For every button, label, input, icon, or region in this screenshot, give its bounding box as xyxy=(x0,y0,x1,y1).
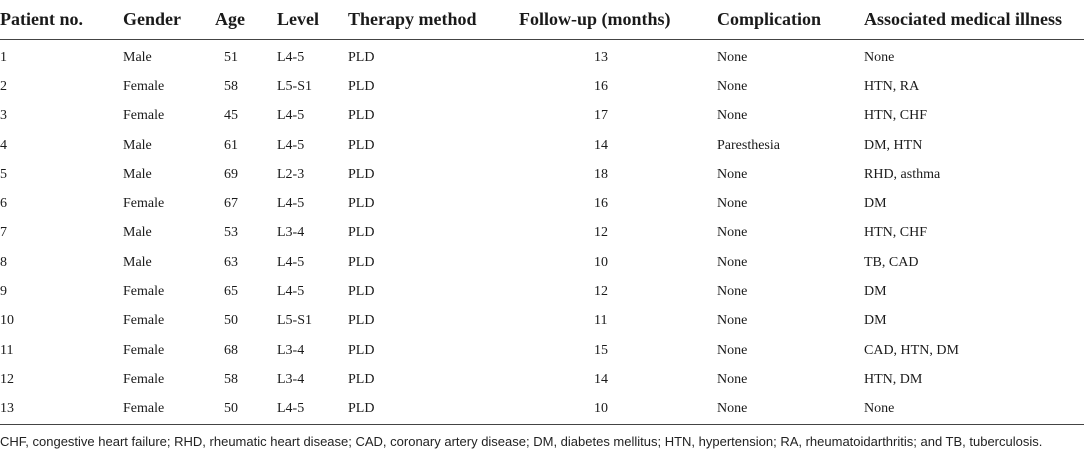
cell-complication: None xyxy=(717,401,748,417)
table-row xyxy=(0,40,1084,73)
cell-complication: None xyxy=(717,166,748,182)
cell-therapy-method: PLD xyxy=(348,49,375,65)
table-row xyxy=(0,277,1084,306)
cell-complication: None xyxy=(717,49,748,65)
cell-age: 51 xyxy=(224,49,238,65)
cell-associated-illness: DM xyxy=(864,313,887,329)
cell-therapy-method: PLD xyxy=(348,313,375,329)
cell-therapy-method: PLD xyxy=(348,196,375,212)
cell-therapy-method: PLD xyxy=(348,137,375,153)
cell-gender: Male xyxy=(123,254,152,270)
table-row xyxy=(0,102,1084,131)
header-gender: Gender xyxy=(123,9,181,29)
cell-age: 65 xyxy=(224,284,238,300)
cell-complication: None xyxy=(717,196,748,212)
cell-follow-up: 18 xyxy=(594,166,608,182)
cell-associated-illness: HTN, RA xyxy=(864,78,920,94)
cell-level: L3-4 xyxy=(277,225,305,241)
cell-associated-illness: CAD, HTN, DM xyxy=(864,342,959,358)
cell-follow-up: 12 xyxy=(594,225,608,241)
cell-patient-no: 11 xyxy=(0,342,14,358)
cell-level: L4-5 xyxy=(277,284,305,300)
cell-follow-up: 15 xyxy=(594,342,608,358)
cell-therapy-method: PLD xyxy=(348,78,375,94)
header-level: Level xyxy=(277,9,319,29)
cell-gender: Female xyxy=(123,284,165,300)
cell-patient-no: 12 xyxy=(0,371,14,387)
cell-gender: Male xyxy=(123,225,152,241)
cell-associated-illness: HTN, CHF xyxy=(864,108,928,124)
table-row xyxy=(0,160,1084,189)
cell-complication: None xyxy=(717,342,748,358)
cell-follow-up: 17 xyxy=(594,108,608,124)
cell-level: L4-5 xyxy=(277,137,305,153)
cell-gender: Male xyxy=(123,49,152,65)
cell-associated-illness: RHD, asthma xyxy=(864,166,941,182)
cell-age: 67 xyxy=(224,196,238,212)
cell-age: 45 xyxy=(224,108,238,124)
cell-associated-illness: HTN, DM xyxy=(864,371,923,387)
cell-gender: Male xyxy=(123,137,152,153)
cell-gender: Female xyxy=(123,371,165,387)
table-header-row xyxy=(0,0,1084,40)
table-row xyxy=(0,219,1084,248)
cell-therapy-method: PLD xyxy=(348,342,375,358)
cell-follow-up: 14 xyxy=(594,137,608,153)
cell-patient-no: 9 xyxy=(0,284,7,300)
cell-associated-illness: DM xyxy=(864,284,887,300)
cell-complication: None xyxy=(717,371,748,387)
cell-associated-illness: HTN, CHF xyxy=(864,225,928,241)
cell-age: 53 xyxy=(224,225,238,241)
cell-level: L4-5 xyxy=(277,254,305,270)
cell-patient-no: 7 xyxy=(0,225,7,241)
cell-therapy-method: PLD xyxy=(348,284,375,300)
cell-level: L4-5 xyxy=(277,401,305,417)
cell-follow-up: 13 xyxy=(594,49,608,65)
cell-patient-no: 8 xyxy=(0,254,7,270)
cell-age: 69 xyxy=(224,166,238,182)
cell-follow-up: 14 xyxy=(594,371,608,387)
cell-patient-no: 1 xyxy=(0,49,7,65)
cell-complication: Paresthesia xyxy=(717,137,780,153)
cell-level: L4-5 xyxy=(277,108,305,124)
cell-patient-no: 6 xyxy=(0,196,7,212)
table-row xyxy=(0,189,1084,218)
cell-gender: Male xyxy=(123,166,152,182)
header-age: Age xyxy=(215,9,245,29)
cell-therapy-method: PLD xyxy=(348,401,375,417)
table-footnote: CHF, congestive heart failure; RHD, rheumatic heart disease; CAD, coronary artery disease; DM, diabetes mellitus; HTN, hypertension; RA, rheumatoidarthritis; and TB, tuberculosis. xyxy=(0,434,1043,449)
cell-associated-illness: TB, CAD xyxy=(864,254,919,270)
cell-gender: Female xyxy=(123,78,165,94)
cell-therapy-method: PLD xyxy=(348,371,375,387)
header-associated-illness: Associated medical illness xyxy=(864,9,1062,29)
cell-level: L5-S1 xyxy=(277,78,312,94)
cell-gender: Female xyxy=(123,196,165,212)
cell-patient-no: 13 xyxy=(0,401,14,417)
cell-level: L3-4 xyxy=(277,342,305,358)
cell-age: 58 xyxy=(224,371,238,387)
cell-follow-up: 12 xyxy=(594,284,608,300)
header-complication: Complication xyxy=(717,9,822,29)
cell-complication: None xyxy=(717,225,748,241)
cell-age: 58 xyxy=(224,78,238,94)
table-row xyxy=(0,395,1084,425)
cell-therapy-method: PLD xyxy=(348,225,375,241)
cell-patient-no: 10 xyxy=(0,313,14,329)
cell-age: 68 xyxy=(224,342,238,358)
cell-gender: Female xyxy=(123,401,165,417)
cell-patient-no: 5 xyxy=(0,166,7,182)
cell-complication: None xyxy=(717,254,748,270)
cell-associated-illness: DM xyxy=(864,196,887,212)
cell-follow-up: 16 xyxy=(594,196,608,212)
cell-patient-no: 4 xyxy=(0,137,7,153)
cell-level: L5-S1 xyxy=(277,313,312,329)
cell-complication: None xyxy=(717,108,748,124)
cell-therapy-method: PLD xyxy=(348,108,375,124)
cell-level: L4-5 xyxy=(277,196,305,212)
cell-follow-up: 16 xyxy=(594,78,608,94)
table-row xyxy=(0,307,1084,336)
cell-age: 63 xyxy=(224,254,238,270)
table-row xyxy=(0,248,1084,277)
cell-gender: Female xyxy=(123,342,165,358)
cell-associated-illness: None xyxy=(864,49,895,65)
cell-age: 61 xyxy=(224,137,238,153)
table-body xyxy=(0,40,1084,425)
cell-associated-illness: None xyxy=(864,401,895,417)
header-therapy-method: Therapy method xyxy=(348,9,477,29)
cell-gender: Female xyxy=(123,108,165,124)
cell-follow-up: 11 xyxy=(594,313,608,329)
cell-complication: None xyxy=(717,284,748,300)
cell-level: L2-3 xyxy=(277,166,305,182)
table-row xyxy=(0,365,1084,394)
cell-gender: Female xyxy=(123,313,165,329)
cell-therapy-method: PLD xyxy=(348,254,375,270)
cell-follow-up: 10 xyxy=(594,254,608,270)
cell-patient-no: 3 xyxy=(0,108,7,124)
header-follow-up: Follow-up (months) xyxy=(519,9,671,29)
cell-therapy-method: PLD xyxy=(348,166,375,182)
cell-age: 50 xyxy=(224,401,238,417)
cell-age: 50 xyxy=(224,313,238,329)
table-row xyxy=(0,131,1084,160)
cell-associated-illness: DM, HTN xyxy=(864,137,923,153)
cell-level: L3-4 xyxy=(277,371,305,387)
cell-complication: None xyxy=(717,78,748,94)
cell-level: L4-5 xyxy=(277,49,305,65)
cell-complication: None xyxy=(717,313,748,329)
header-patient-no: Patient no. xyxy=(0,9,83,29)
cell-patient-no: 2 xyxy=(0,78,7,94)
table-row xyxy=(0,72,1084,101)
table-row xyxy=(0,336,1084,365)
cell-follow-up: 10 xyxy=(594,401,608,417)
